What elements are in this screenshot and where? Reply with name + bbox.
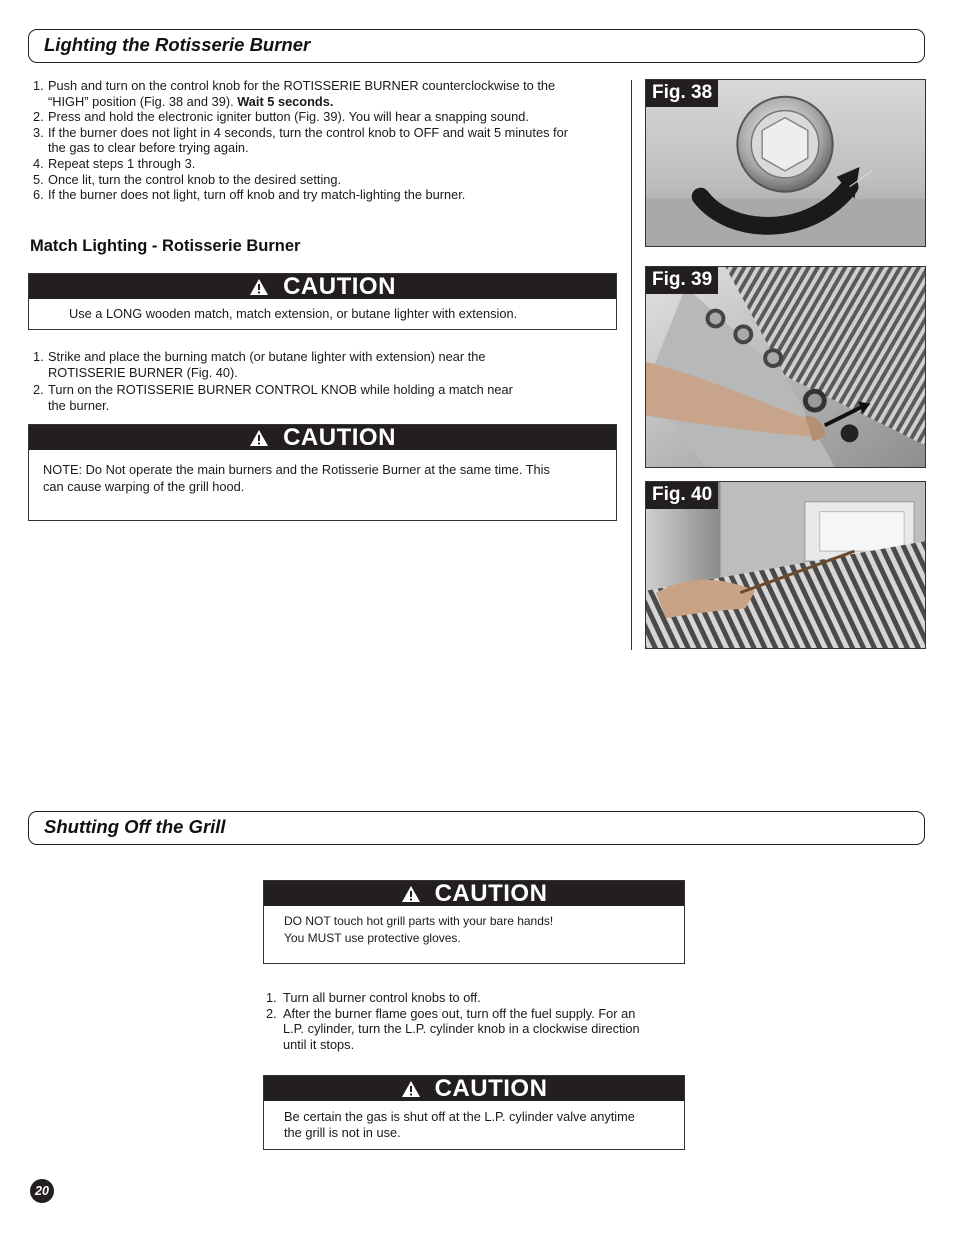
column-divider: [631, 80, 632, 650]
figure-39: [645, 266, 926, 468]
caution-text: DO NOT touch hot grill parts with your bare hands! You MUST use protective gloves.: [284, 914, 554, 945]
figure-label: Fig. 39: [646, 267, 718, 294]
step-5: 5. Once lit, turn the control knob to the desired setting.: [33, 171, 342, 187]
step-1: 1. Strike and place the burning match (or butane lighter with extension) near the ROTISSERIE BURNER (Fig. 40).: [33, 349, 486, 380]
caution-box-gas-shutoff: [263, 1075, 685, 1150]
step-1: 1. Push and turn on the control knob for the ROTISSERIE BURNER counterclockwise to the “HIGH” position (Fig. 38 and 39). Wait 5 seconds.: [33, 78, 556, 109]
igniter-button-photo: [646, 267, 925, 467]
section-header-shutting-off: [28, 811, 925, 845]
step-4: 4. Repeat steps 1 through 3.: [33, 155, 196, 171]
caution-bar: CAUTION: [264, 1076, 684, 1101]
figure-label: Fig. 38: [646, 80, 718, 107]
warning-triangle-icon: [249, 429, 269, 447]
section-header-lighting: [28, 29, 925, 63]
match-lighting-heading: Match Lighting - Rotisserie Burner: [30, 237, 301, 255]
section-title: Lighting the Rotisserie Burner: [44, 34, 311, 55]
figure-38: [645, 79, 926, 247]
section-title: Shutting Off the Grill: [44, 816, 226, 837]
shutting-off-steps: [262, 990, 687, 1052]
match-lighting-steps: [29, 349, 619, 413]
step-3: 3. If the burner does not light in 4 seconds, turn the control knob to OFF and wait 5 minutes for the gas to clear before trying again.: [33, 124, 568, 156]
step-1: 1. Turn all burner control knobs to off.: [266, 990, 481, 1005]
lighting-steps: [29, 78, 619, 203]
page-number: 20: [30, 1179, 54, 1203]
caution-box-gloves: [263, 880, 685, 964]
caution-bar: CAUTION: [29, 274, 616, 299]
caution-text: Be certain the gas is shut off at the L.P. cylinder valve anytime the grill is not in use.: [284, 1109, 635, 1140]
caution-bar: CAUTION: [264, 881, 684, 906]
caution-text: Use a LONG wooden match, match extension, or butane lighter with extension.: [69, 306, 518, 321]
caution-box-match: [28, 273, 617, 330]
warning-triangle-icon: [401, 885, 421, 903]
figure-40: [645, 481, 926, 649]
caution-bar: CAUTION: [29, 425, 616, 450]
step-2: 2. Turn on the ROTISSERIE BURNER CONTROL KNOB while holding a match near the burner.: [33, 382, 513, 413]
warning-triangle-icon: [401, 1080, 421, 1098]
figure-label: Fig. 40: [646, 482, 718, 509]
step-2: 2. After the burner flame goes out, turn off the fuel supply. For an L.P. cylinder, turn the L.P. cylinder knob in a clockwise direction until it stops.: [266, 1005, 640, 1052]
step-6: 6. If the burner does not light, turn off knob and try match-lighting the burner.: [33, 187, 466, 203]
caution-box-note: [28, 424, 617, 521]
warning-triangle-icon: [249, 278, 269, 296]
step-2: 2. Press and hold the electronic igniter button (Fig. 39). You will hear a snapping sound.: [33, 109, 529, 125]
caution-text: NOTE: Do Not operate the main burners and the Rotisserie Burner at the same time. This can cause warping of the grill hood.: [43, 462, 550, 494]
